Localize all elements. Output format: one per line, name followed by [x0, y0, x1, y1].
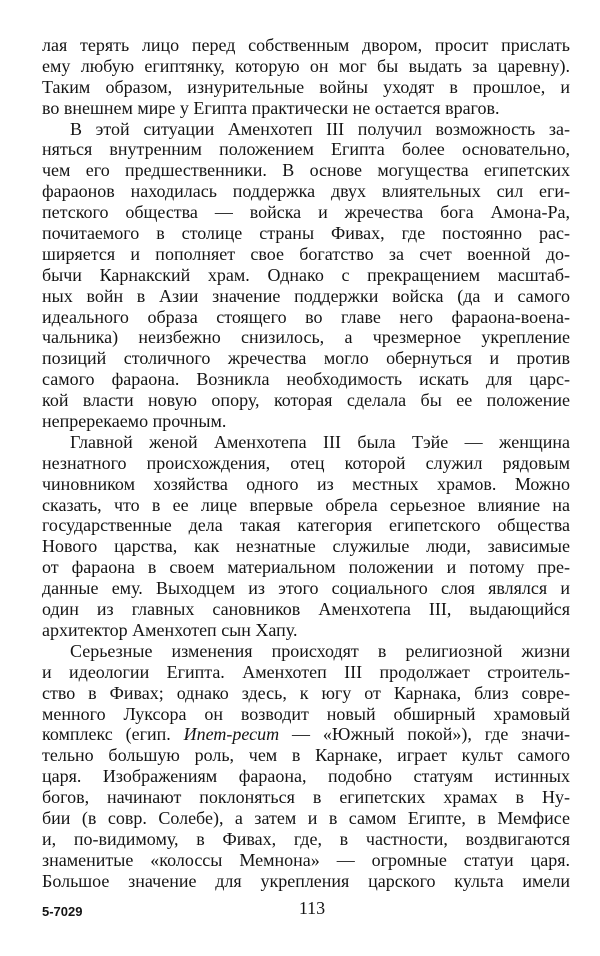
- text-segment: — «Южный покой»), где значи-: [279, 724, 570, 745]
- text-line: один из главных сановников Аменхотепа III, выдающийся: [42, 599, 570, 620]
- text-line: В этой ситуации Аменхотеп III получил возможность за-: [70, 118, 570, 139]
- text-line: няться внутренним положением Египта более основательно,: [42, 139, 570, 160]
- text-line: государственные дела такая категория египетского общества: [42, 515, 570, 536]
- printer-signature-mark: 5-7029: [42, 904, 83, 919]
- text-line: архитектор Аменхотеп сын Хапу.: [42, 619, 298, 640]
- text-line: петского общества — войска и жречества бога Амона-Ра,: [42, 202, 570, 223]
- text-line: почитаемого в столице страны Фивах, где постоянно рас-: [42, 223, 570, 244]
- text-line: незнатного происхождения, отец которой служил рядовым: [42, 452, 570, 473]
- paragraph: [42, 35, 570, 119]
- text-line: от фараона в своем материальном положении и потому пре-: [42, 557, 570, 578]
- text-line: идеального образа стоящего во главе него фараона-воена-: [42, 306, 570, 327]
- text-line: Главной женой Аменхотепа III была Тэйе — женщина: [70, 431, 570, 452]
- text-line: ство в Фивах; однако здесь, к югу от Карнака, близ совре-: [42, 682, 570, 703]
- text-line: бычи Карнакский храм. Однако с прекращением масштаб-: [42, 264, 570, 285]
- page-body-text: [42, 35, 570, 892]
- text-line: фараонов находилась поддержка двух влиятельных сил еги-: [42, 181, 570, 202]
- text-line: Серьезные изменения происходят в религиозной жизни: [70, 640, 570, 661]
- page-number: 113: [298, 898, 326, 918]
- text-line: знаменитые «колоссы Мемнона» — огромные статуи царя.: [42, 849, 570, 870]
- text-line: Большое значение для укрепления царского культа имели: [42, 870, 570, 891]
- text-line: чальника) неизбежно снизилось, а чрезмерное укрепление: [42, 327, 570, 348]
- text-line: во внешнем мире у Египта практически не остается врагов.: [42, 97, 500, 118]
- text-line: Таким образом, изнурительные войны уходят в прошлое, и: [42, 76, 570, 97]
- text-line: сказать, что в ее лице впервые обрела серьезное влияние на: [42, 494, 570, 515]
- text-line: менного Луксора он возводит новый обширный храмовый: [42, 703, 570, 724]
- text-line: данные ему. Выходцем из этого социального слоя являлся и: [42, 578, 570, 599]
- text-line: чем его предшественники. В основе могущества египетских: [42, 160, 570, 181]
- text-line: лая терять лицо перед собственным двором, просит прислать: [42, 35, 570, 55]
- text-line: кой власти новую опору, которая сделала бы ее положение: [42, 390, 570, 411]
- text-line: самого фараона. Возникла необходимость искать для царс-: [42, 369, 570, 390]
- text-segment: комплекс (егип.: [42, 724, 184, 745]
- paragraph: [42, 641, 570, 892]
- text-line: тельно большую роль, чем в Карнаке, играет культ самого: [42, 745, 570, 766]
- text-line: [42, 724, 570, 745]
- text-line: непререкаемо прочным.: [42, 411, 227, 432]
- text-line: ширяется и пополняет свое богатство за счет военной до-: [42, 243, 570, 264]
- text-line: ему любую египтянку, которую он мог бы выдать за царевну).: [42, 55, 570, 76]
- text-line: чиновником хозяйства одного из местных храмов. Можно: [42, 473, 570, 494]
- text-line: богов, начинают поклоняться в египетских храмах в Ну-: [42, 787, 570, 808]
- text-line: Нового царства, как незнатные служилые люди, зависимые: [42, 536, 570, 557]
- text-line: бии (в совр. Солебе), а затем и в самом Египте, в Мемфисе: [42, 807, 570, 828]
- paragraph: [42, 119, 570, 432]
- text-line: царя. Изображениям фараона, подобно статуям истинных: [42, 766, 570, 787]
- text-line: ных войн в Азии значение поддержки войска (да и самого: [42, 285, 570, 306]
- text-line: позиций столичного жречества могло обернуться и против: [42, 348, 570, 369]
- text-line: и идеологии Египта. Аменхотеп III продолжает строитель-: [42, 661, 570, 682]
- paragraph: [42, 432, 570, 641]
- italic-term: Ипет-ресит: [183, 724, 280, 745]
- text-line: и, по-видимому, в Фивах, где, в частности, воздвигаются: [42, 828, 570, 849]
